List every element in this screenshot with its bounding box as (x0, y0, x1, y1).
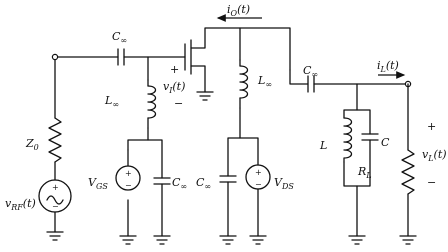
choke-inductor-2 (240, 60, 248, 108)
rf-source (39, 180, 71, 212)
ground-3 (154, 236, 170, 244)
gate-bias-wires (128, 57, 162, 236)
ground-2 (120, 236, 136, 244)
lchoke2-label: $L_\infty$ (258, 74, 272, 89)
ground-7 (400, 236, 416, 244)
svg-text:−: − (255, 180, 262, 189)
il-label: $i_L(t)$ (377, 59, 399, 74)
vgs-source (116, 166, 140, 190)
vds-source (246, 165, 270, 189)
vgs-label: $V_{GS}$ (88, 176, 108, 191)
svg-text:+: + (255, 168, 262, 177)
coupling-capacitor-1 (118, 49, 124, 65)
fet-transistor (185, 28, 290, 92)
tank-capacitor (362, 134, 378, 140)
cbyp1-label: $C_\infty$ (172, 176, 188, 191)
input-node (52, 54, 57, 59)
io-label: $i_O(t)$ (227, 3, 251, 18)
svg-text:+: + (125, 169, 132, 178)
load-resistor (402, 84, 414, 236)
bypass-capacitor-2 (220, 176, 236, 182)
svg-text:−: − (125, 181, 132, 190)
ctank-label: C (381, 136, 390, 149)
c2-label: $C_\infty$ (303, 64, 319, 79)
z0-resistor (49, 118, 61, 162)
ground-5 (250, 236, 266, 244)
svg-text:−: − (52, 202, 59, 211)
drain-bias-wires (228, 28, 258, 236)
ground-4 (220, 236, 236, 244)
vl-plus: + (427, 120, 437, 133)
tank-inductor (344, 118, 352, 162)
vds-label: $V_{DS}$ (274, 176, 294, 191)
vi-label: $v_I(t)$ (163, 80, 186, 95)
vl-minus: − (427, 176, 437, 189)
ground-6 (349, 236, 365, 244)
bypass-capacitor-1 (154, 178, 170, 184)
c1-label: $C_\infty$ (112, 30, 128, 45)
rl-label: $R_L$ (358, 165, 372, 180)
svg-text:+: + (52, 183, 59, 192)
z0-label: $Z_0$ (26, 137, 39, 152)
vi-plus: + (170, 63, 180, 76)
vrf-label: $v_{RF}(t)$ (5, 197, 36, 212)
tank-wires (344, 84, 370, 236)
cbyp2-label: $C_\infty$ (196, 176, 212, 191)
choke-inductor-1 (148, 80, 156, 128)
lchoke1-label: $L_\infty$ (105, 94, 119, 109)
vi-minus: − (174, 97, 184, 110)
ground-source (197, 92, 213, 100)
ltank-label: L (320, 139, 328, 152)
vl-label: $v_L(t)$ (422, 148, 447, 163)
ground-1 (47, 232, 63, 240)
input-wires (55, 57, 118, 232)
